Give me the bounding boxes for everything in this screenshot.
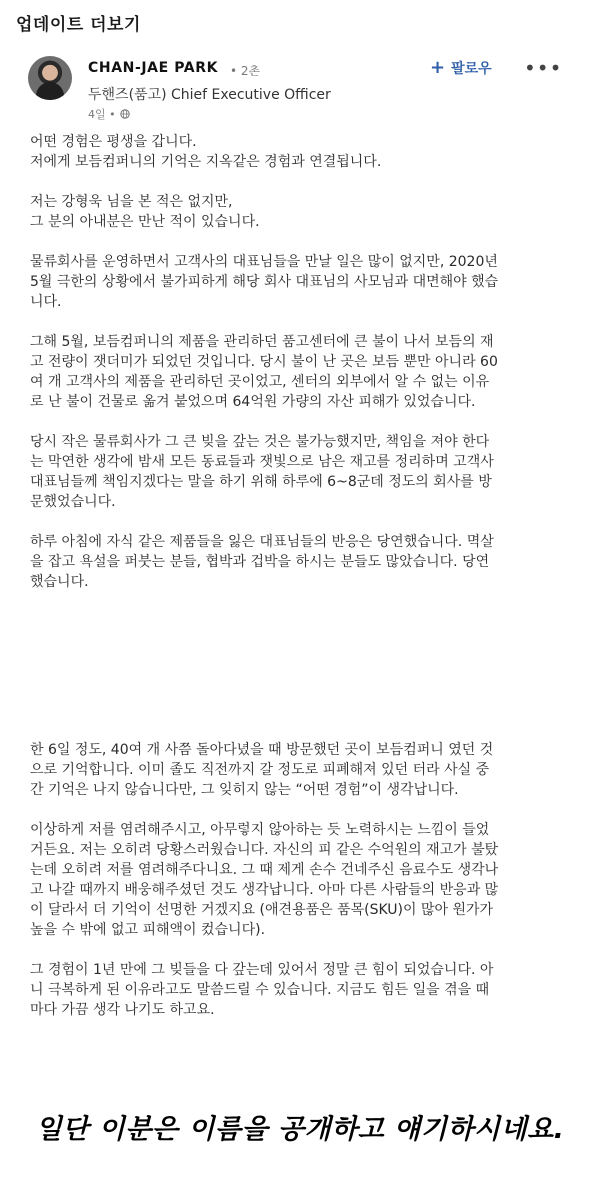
post-paragraph: 하루 아침에 자식 같은 제품들을 잃은 대표님들의 반응은 당연했습니다. 멱살 을 잡고 욕설을 퍼붓는 분들, 협박과 겁박을 하시는 분들도 많았습니다. 당연 했습니다. (30, 534, 494, 590)
avatar-body (36, 82, 64, 100)
avatar[interactable] (28, 56, 72, 100)
follow-label: 팔로우 (451, 61, 492, 77)
overlay-caption: 일단 이분은 이름을 공개하고 얘기하시네요. (35, 1114, 565, 1145)
post-meta (88, 106, 130, 122)
more-options-button[interactable]: ••• (524, 56, 563, 80)
continued-post-body (30, 740, 574, 1040)
post-header (0, 56, 600, 122)
post-paragraph: 어떤 경험은 평생을 갑니다. 저에게 보듬컴퍼니의 기억은 지옥같은 경험과 연결됩니다. (30, 134, 382, 170)
post-body (30, 132, 574, 612)
connection-degree: • 2촌 (230, 64, 261, 78)
post-paragraph: 그 경험이 1년 만에 그 빚들을 다 갚는데 있어서 정말 큰 힘이 되었습니다. 아 니 극복하게 된 이유라고도 말씀드릴 수 있습니다. 지금도 힘든 일을 겪을 때 마다 가끔 생각 나기도 하고요. (30, 962, 494, 1018)
post-paragraph: 그해 5월, 보듬컴퍼니의 제품을 관리하던 품고센터에 큰 불이 나서 보듬의 재 고 전량이 잿더미가 되었던 것입니다. 당시 불이 난 곳은 보듬 뿐만 아니라 60 여 개 고객사의 제품을 관리하던 곳이었고, 센터의 외부에서 알 수 없는 이유 로 난 불이 건물로 옮겨 붙었으며 64억원 가량의 자산 피해가 있었습니다. (30, 334, 498, 410)
post-time: 4일 • (88, 108, 116, 121)
plus-icon: + (430, 57, 446, 78)
post-paragraph: 물류회사를 운영하면서 고객사의 대표님들을 만날 일은 많이 없지만, 2020년 5월 극한의 상황에서 불가피하게 해당 회사 대표님의 사모님과 대면해야 했습 니다. (30, 254, 499, 310)
post-paragraph: 한 6일 정도, 40여 개 사쯤 돌아다녔을 때 방문했던 곳이 보듬컴퍼니 였던 것 으로 기억합니다. 이미 졸도 직전까지 갈 정도로 피폐해져 있던 터라 사실 중 간 기억은 나지 않습니다만, 그 잊히지 않는 “어떤 경험”이 생각납니다. (30, 742, 494, 798)
post-paragraph: 당시 작은 물류회사가 그 큰 빚을 갚는 것은 불가능했지만, 책임을 져야 한다 는 막연한 생각에 밤새 모든 동료들과 잿빛으로 남은 재고를 정리하며 고객사 대표님들께 책임지겠다는 말을 하기 위해 하루에 6~8군데 정도의 회사를 방 문했었습니다. (30, 434, 494, 510)
author-name[interactable]: CHAN-JAE PARK (88, 60, 219, 76)
post-paragraph: 저는 강형욱 님을 본 적은 없지만, 그 분의 아내분은 만난 적이 있습니다. (30, 194, 260, 230)
globe-icon (120, 109, 130, 119)
page-title: 업데이트 더보기 (16, 15, 141, 35)
author-title: 두핸즈(품고) Chief Executive Officer (88, 87, 331, 103)
post-paragraph: 이상하게 저를 염려해주시고, 아무렇지 않아하는 듯 노력하시는 느낌이 들었 거든요. 저는 오히려 당황스러웠습니다. 자신의 피 같은 수억원의 재고가 불탔 는데 오히려 저를 염려해주다니요. 그 때 제게 손수 건네주신 음료수도 생각나 고 나갈 때까지 배웅해주셨던 것도 생각납니다. 아마 다른 사람들의 반응과 많 이 달라서 더 기억이 선명한 거겠지요 (애견용품은 품목(SKU)이 많아 원가가 높을 수 밖에 없고 피해액이 컸습니다). (30, 822, 499, 938)
follow-button[interactable] (430, 58, 492, 78)
